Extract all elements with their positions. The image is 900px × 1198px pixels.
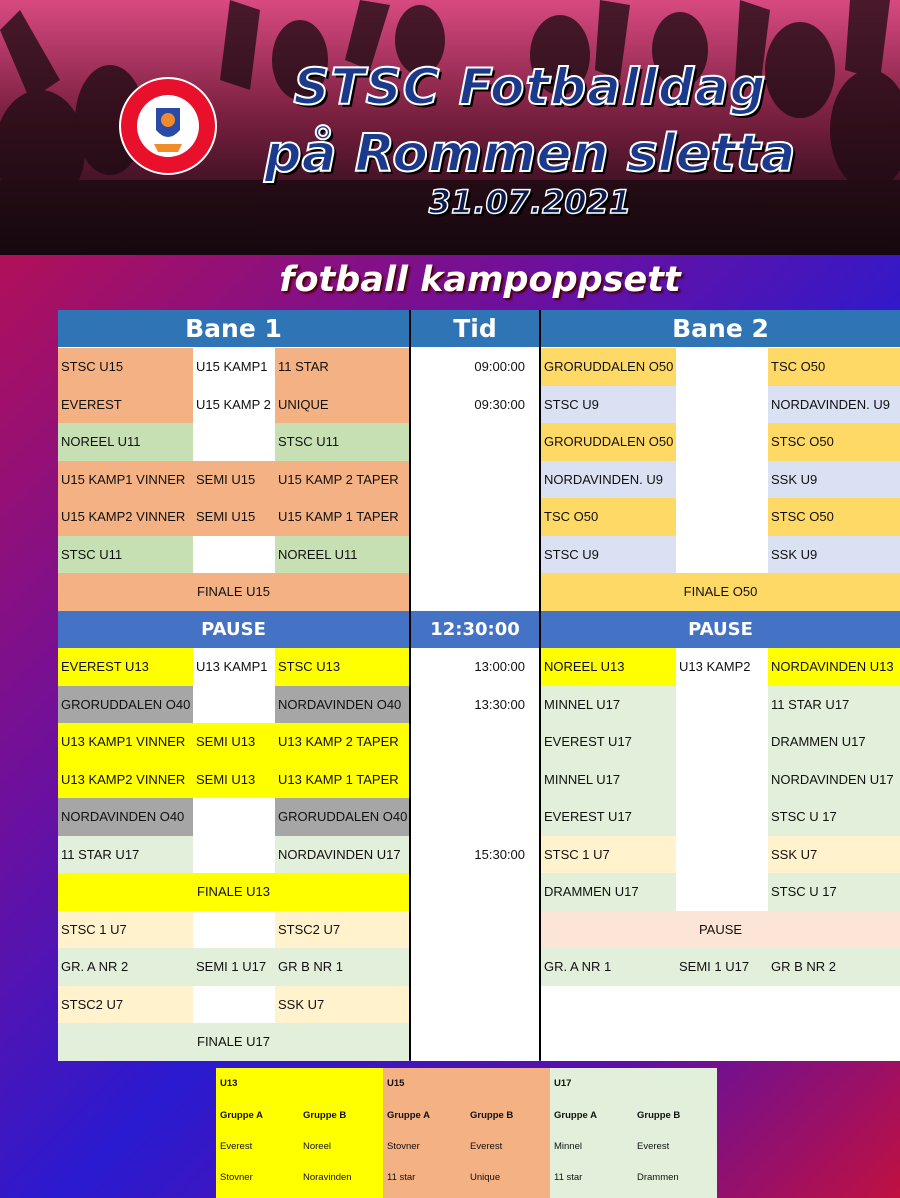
bane1-team-away: STSC2 U7: [275, 911, 409, 949]
bane2-team-home: NOREEL U13: [541, 648, 676, 686]
pause-bane-2: PAUSE: [541, 611, 900, 649]
pause-time: 12:30:00: [411, 611, 539, 649]
bane1-team-home: 11 STAR U17: [58, 836, 193, 874]
header-banner: [0, 0, 900, 255]
legend-group-a-label: Gruppe A: [220, 1110, 263, 1121]
bane1-match-label: SEMI U15: [193, 498, 275, 536]
match-time: [411, 761, 539, 799]
legend-group-b-team: Unique: [470, 1172, 501, 1183]
bane2-team-away: TSC O50: [768, 348, 900, 386]
legend-group-b-team: Noravinden: [303, 1172, 352, 1183]
bane2-team-home: STSC U9: [541, 386, 676, 424]
bane2-team-away: STSC O50: [768, 498, 900, 536]
bane1-team-home: U15 KAMP1 VINNER: [58, 461, 193, 499]
bane2-empty: [541, 986, 900, 1024]
bane2-match-label: [676, 686, 768, 724]
bane1-team-home: GR. A NR 2: [58, 948, 193, 986]
match-time: [411, 573, 539, 611]
match-time: [411, 1023, 539, 1061]
bane2-team-home: TSC O50: [541, 498, 676, 536]
bane1-team-home: STSC2 U7: [58, 986, 193, 1024]
legend-group-a-team: Minnel: [554, 1141, 582, 1152]
bane2-team-away: NORDAVINDEN U13: [768, 648, 900, 686]
legend-group-a-label: Gruppe A: [554, 1110, 597, 1121]
bane2-match-label: [676, 498, 768, 536]
bane1-match-label: [193, 911, 275, 949]
match-time: [411, 911, 539, 949]
bane1-team-away: NORDAVINDEN U17: [275, 836, 409, 874]
bane1-team-away: NOREEL U11: [275, 536, 409, 574]
bane1-team-away: NORDAVINDEN O40: [275, 686, 409, 724]
bane1-team-home: U13 KAMP2 VINNER: [58, 761, 193, 799]
bane1-team-away: STSC U11: [275, 423, 409, 461]
bane2-team-home: EVEREST U17: [541, 798, 676, 836]
bane2-team-home: GRORUDDALEN O50: [541, 423, 676, 461]
bane2-match-label: [676, 536, 768, 574]
legend-group-a-label: Gruppe A: [387, 1110, 430, 1121]
title-line-2: på Rommen sletta: [264, 124, 796, 184]
final-o50: FINALE O50: [541, 573, 900, 611]
bane2-match-label: [676, 423, 768, 461]
legend-group-b-team: Everest: [470, 1141, 503, 1152]
bane1-match-label: [193, 423, 275, 461]
bane1-team-home: STSC U11: [58, 536, 193, 574]
bane2-team-away: NORDAVINDEN U17: [768, 761, 900, 799]
bane1-match-label: SEMI U13: [193, 723, 275, 761]
legend-group-b-label: Gruppe B: [470, 1110, 514, 1121]
legend-group-b-label: Gruppe B: [303, 1110, 347, 1121]
legend-group-b-label: Gruppe B: [637, 1110, 681, 1121]
bane2-team-away: 11 STAR U17: [768, 686, 900, 724]
bane1-team-home: EVEREST: [58, 386, 193, 424]
match-time: [411, 536, 539, 574]
header-tid: Tid: [411, 310, 539, 347]
bane2-team-away: STSC O50: [768, 423, 900, 461]
event-date: 31.07.2021: [428, 183, 632, 221]
bane1-team-away: 11 STAR: [275, 348, 409, 386]
bane2-team-home: NORDAVINDEN. U9: [541, 461, 676, 499]
bane1-team-away: U13 KAMP 1 TAPER: [275, 761, 409, 799]
bane2-team-home: MINNEL U17: [541, 686, 676, 724]
bane1-match-label: U15 KAMP1: [193, 348, 275, 386]
column-divider: [409, 310, 411, 1060]
bane1-team-away: GR B NR 1: [275, 948, 409, 986]
match-schedule-table: [58, 310, 900, 1060]
group-legend-table: [216, 1068, 718, 1198]
final-u13: FINALE U13: [58, 873, 409, 911]
bane1-match-label: SEMI U15: [193, 461, 275, 499]
bane1-team-home: NOREEL U11: [58, 423, 193, 461]
bane2-team-away: STSC U 17: [768, 873, 900, 911]
bane2-team-away: NORDAVINDEN. U9: [768, 386, 900, 424]
bane1-match-label: U15 KAMP 2: [193, 386, 275, 424]
bane1-match-label: SEMI U13: [193, 761, 275, 799]
legend-group-b-team: Everest: [637, 1141, 670, 1152]
match-time: 15:30:00: [411, 836, 539, 874]
legend-age-group: U13: [220, 1078, 238, 1089]
bane1-match-label: [193, 686, 275, 724]
match-time: 09:30:00: [411, 386, 539, 424]
bane2-match-label: [676, 461, 768, 499]
bane1-match-label: SEMI 1 U17: [193, 948, 275, 986]
bane1-team-home: U15 KAMP2 VINNER: [58, 498, 193, 536]
bane1-match-label: [193, 986, 275, 1024]
match-time: [411, 948, 539, 986]
final-u17: FINALE U17: [58, 1023, 409, 1061]
header-bane-1: Bane 1: [58, 310, 409, 347]
header-bane-2: Bane 2: [541, 310, 900, 347]
bane1-team-home: GRORUDDALEN O40: [58, 686, 193, 724]
bane1-team-away: U13 KAMP 2 TAPER: [275, 723, 409, 761]
bane2-match-label: [676, 873, 768, 911]
bane1-team-home: STSC 1 U7: [58, 911, 193, 949]
legend-group-a-team: Stovner: [220, 1172, 253, 1183]
final-u15: FINALE U15: [58, 573, 409, 611]
bane2-pause: PAUSE: [541, 911, 900, 949]
bane2-match-label: [676, 348, 768, 386]
bane1-team-away: U15 KAMP 1 TAPER: [275, 498, 409, 536]
bane2-team-home: STSC U9: [541, 536, 676, 574]
bane1-team-away: SSK U7: [275, 986, 409, 1024]
match-time: [411, 461, 539, 499]
bane2-team-away: SSK U9: [768, 461, 900, 499]
legend-age-group: U17: [554, 1078, 572, 1089]
match-time: 09:00:00: [411, 348, 539, 386]
bane1-match-label: [193, 536, 275, 574]
schedule-subtitle: fotball kampoppsett: [279, 260, 681, 300]
match-time: [411, 498, 539, 536]
bane2-match-label: [676, 836, 768, 874]
bane1-match-label: [193, 836, 275, 874]
bane2-match-label: [676, 386, 768, 424]
legend-group-a-team: Everest: [220, 1141, 253, 1152]
column-divider: [539, 310, 541, 1060]
bane2-team-away: GR B NR 2: [768, 948, 900, 986]
bane1-team-away: U15 KAMP 2 TAPER: [275, 461, 409, 499]
bane1-match-label: U13 KAMP1: [193, 648, 275, 686]
match-time: [411, 723, 539, 761]
bane1-match-label: [193, 798, 275, 836]
legend-group-a-team: 11 star: [554, 1172, 583, 1183]
bane2-team-away: STSC U 17: [768, 798, 900, 836]
bane2-team-home: DRAMMEN U17: [541, 873, 676, 911]
bane2-match-label: [676, 761, 768, 799]
bane1-team-away: GRORUDDALEN O40: [275, 798, 409, 836]
bane2-team-away: SSK U7: [768, 836, 900, 874]
bane2-team-home: GRORUDDALEN O50: [541, 348, 676, 386]
bane2-team-home: STSC 1 U7: [541, 836, 676, 874]
pause-bane-1: PAUSE: [58, 611, 409, 649]
bane1-team-home: EVEREST U13: [58, 648, 193, 686]
bane2-team-home: MINNEL U17: [541, 761, 676, 799]
match-time: [411, 986, 539, 1024]
bane2-team-away: DRAMMEN U17: [768, 723, 900, 761]
legend-group-b-team: Noreel: [303, 1141, 331, 1152]
bane2-empty: [541, 1023, 900, 1061]
bane2-team-home: EVEREST U17: [541, 723, 676, 761]
legend-group-a-team: Stovner: [387, 1141, 420, 1152]
match-time: 13:30:00: [411, 686, 539, 724]
bane2-match-label: [676, 723, 768, 761]
bane1-team-away: UNIQUE: [275, 386, 409, 424]
bane2-team-home: GR. A NR 1: [541, 948, 676, 986]
club-logo: [118, 58, 218, 194]
match-time: [411, 873, 539, 911]
title-line-1: STSC Fotballdag: [293, 58, 767, 116]
bane2-match-label: SEMI 1 U17: [676, 948, 768, 986]
bane2-match-label: U13 KAMP2: [676, 648, 768, 686]
match-time: [411, 423, 539, 461]
bane2-match-label: [676, 798, 768, 836]
match-time: 13:00:00: [411, 648, 539, 686]
bane2-team-away: SSK U9: [768, 536, 900, 574]
bane1-team-home: NORDAVINDEN O40: [58, 798, 193, 836]
match-time: [411, 798, 539, 836]
legend-group-b-team: Drammen: [637, 1172, 679, 1183]
legend-age-group: U15: [387, 1078, 405, 1089]
legend-group-a-team: 11 star: [387, 1172, 416, 1183]
bane1-team-away: STSC U13: [275, 648, 409, 686]
bane1-team-home: STSC U15: [58, 348, 193, 386]
bane1-team-home: U13 KAMP1 VINNER: [58, 723, 193, 761]
